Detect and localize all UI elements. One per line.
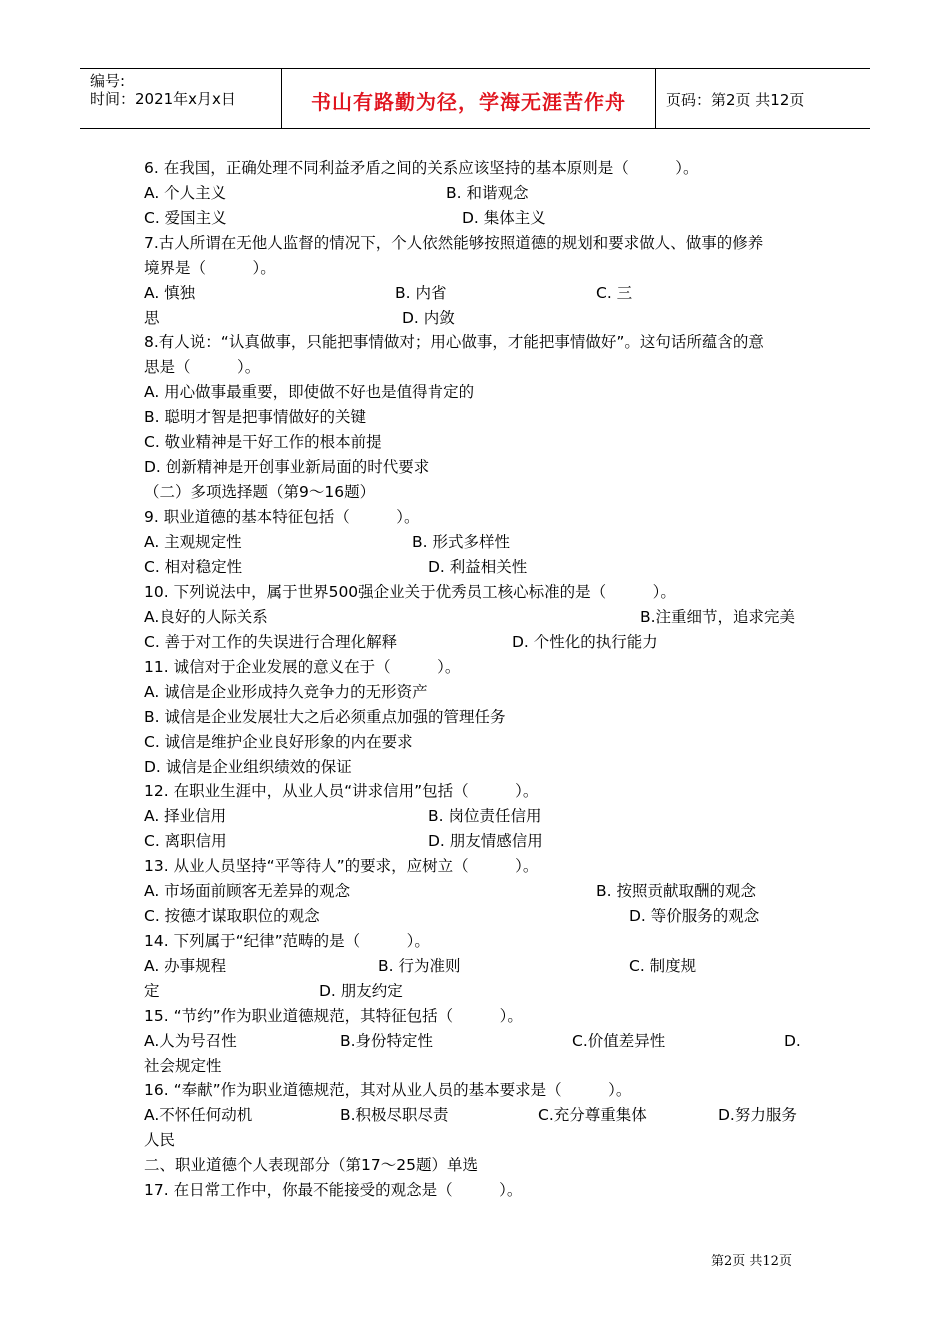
header-meta — [90, 72, 236, 108]
option-6c: C. 爱国主义 — [144, 209, 227, 227]
option-8d: D. 创新精神是开创事业新局面的时代要求 — [144, 458, 430, 476]
question-16: 16. “奉献”作为职业道德规范，其对从业人员的基本要求是（ ）。 — [144, 1081, 632, 1099]
option-8c: C. 敬业精神是干好工作的根本前提 — [144, 433, 382, 451]
option-12d: D. 朋友情感信用 — [428, 832, 543, 850]
option-13a: A. 市场面前顾客无差异的观念 — [144, 882, 351, 900]
header-bottom-rule — [80, 128, 870, 129]
question-8: 8.有人说：“认真做事，只能把事情做对；用心做事，才能把事情做好”。这句话所蕴含的意 — [144, 333, 764, 351]
option-10d: D. 个性化的执行能力 — [512, 633, 658, 651]
option-12a: A. 择业信用 — [144, 807, 227, 825]
question-9: 9. 职业道德的基本特征包括（ ）。 — [144, 508, 420, 526]
question-14: 14. 下列属于“纪律”范畴的是（ ）。 — [144, 932, 430, 950]
option-10a: A.良好的人际关系 — [144, 608, 268, 626]
option-16c: C.充分尊重集体 — [538, 1106, 647, 1124]
question-6: 6. 在我国，正确处理不同利益矛盾之间的关系应该坚持的基本原则是（ ）。 — [144, 159, 699, 177]
option-11c: C. 诚信是维护企业良好形象的内在要求 — [144, 733, 413, 751]
option-15c: C.价值差异性 — [572, 1032, 666, 1050]
option-13b: B. 按照贡献取酬的观念 — [596, 882, 756, 900]
option-14c: C. 制度规 — [629, 957, 697, 975]
header-motto: 书山有路勤为径，学海无涯苦作舟 — [311, 90, 626, 114]
option-15d: D. — [784, 1032, 801, 1050]
option-6b: B. 和谐观念 — [446, 184, 529, 202]
option-10b: B.注重细节，追求完美 — [640, 608, 796, 626]
option-7b: B. 内省 — [395, 284, 447, 302]
option-9d: D. 利益相关性 — [428, 558, 528, 576]
section-heading-multi-choice: （二）多项选择题（第9～16题） — [144, 483, 376, 501]
option-14b: B. 行为准则 — [378, 957, 461, 975]
option-10c: C. 善于对工作的失误进行合理化解释 — [144, 633, 398, 651]
question-7: 7.古人所谓在无他人监督的情况下，个人依然能够按照道德的规划和要求做人、做事的修养 — [144, 234, 764, 252]
option-12b: B. 岗位责任信用 — [428, 807, 542, 825]
option-16a: A.不怀任何动机 — [144, 1106, 253, 1124]
option-15a: A.人为号召性 — [144, 1032, 237, 1050]
question-8-cont: 思是（ ）。 — [144, 358, 261, 376]
option-15d-cont: 社会规定性 — [144, 1057, 222, 1075]
question-11: 11. 诚信对于企业发展的意义在于（ ）。 — [144, 658, 461, 676]
option-16b: B.积极尽职尽责 — [340, 1106, 449, 1124]
header-page-info: 页码：第2页 共12页 — [666, 91, 805, 109]
option-6d: D. 集体主义 — [462, 209, 546, 227]
question-10: 10. 下列说法中，属于世界500强企业关于优秀员工核心标准的是（ ）。 — [144, 583, 676, 601]
option-11d: D. 诚信是企业组织绩效的保证 — [144, 758, 352, 776]
option-16d-cont: 人民 — [144, 1131, 176, 1149]
question-12: 12. 在职业生涯中，从业人员“讲求信用”包括（ ）。 — [144, 782, 539, 800]
option-11a: A. 诚信是企业形成持久竞争力的无形资产 — [144, 683, 428, 701]
option-15b: B.身份特定性 — [340, 1032, 434, 1050]
option-9b: B. 形式多样性 — [412, 533, 510, 551]
question-17: 17. 在日常工作中，你最不能接受的观念是（ ）。 — [144, 1181, 523, 1199]
footer-page-info: 第2页 共12页 — [711, 1254, 792, 1269]
question-7-cont: 境界是（ ）。 — [144, 259, 276, 277]
option-7c: C. 三 — [596, 284, 633, 302]
time-label: 时间：2021年x月x日 — [90, 90, 236, 108]
option-6a: A. 个人主义 — [144, 184, 227, 202]
option-9c: C. 相对稳定性 — [144, 558, 243, 576]
question-15: 15. “节约”作为职业道德规范，其特征包括（ ）。 — [144, 1007, 523, 1025]
option-9a: A. 主观规定性 — [144, 533, 242, 551]
option-13d: D. 等价服务的观念 — [629, 907, 760, 925]
option-14d: D. 朋友约定 — [319, 982, 403, 1000]
option-7c-cont: 思 — [144, 309, 160, 327]
header-divider-right — [655, 68, 656, 129]
option-7d: D. 内敛 — [402, 309, 455, 327]
option-14c-cont: 定 — [144, 982, 160, 1000]
option-16d: D.努力服务 — [718, 1106, 797, 1124]
option-13c: C. 按德才谋取职位的观念 — [144, 907, 320, 925]
option-12c: C. 离职信用 — [144, 832, 227, 850]
option-7a: A. 慎独 — [144, 284, 196, 302]
question-13: 13. 从业人员坚持“平等待人”的要求，应树立（ ）。 — [144, 857, 539, 875]
section-heading-personal: 二、职业道德个人表现部分（第17～25题）单选 — [144, 1156, 478, 1174]
option-11b: B. 诚信是企业发展壮大之后必须重点加强的管理任务 — [144, 708, 506, 726]
option-14a: A. 办事规程 — [144, 957, 227, 975]
option-8b: B. 聪明才智是把事情做好的关键 — [144, 408, 366, 426]
option-8a: A. 用心做事最重要，即使做不好也是值得肯定的 — [144, 383, 475, 401]
number-label: 编号: — [90, 72, 126, 90]
header-top-rule — [80, 68, 870, 69]
